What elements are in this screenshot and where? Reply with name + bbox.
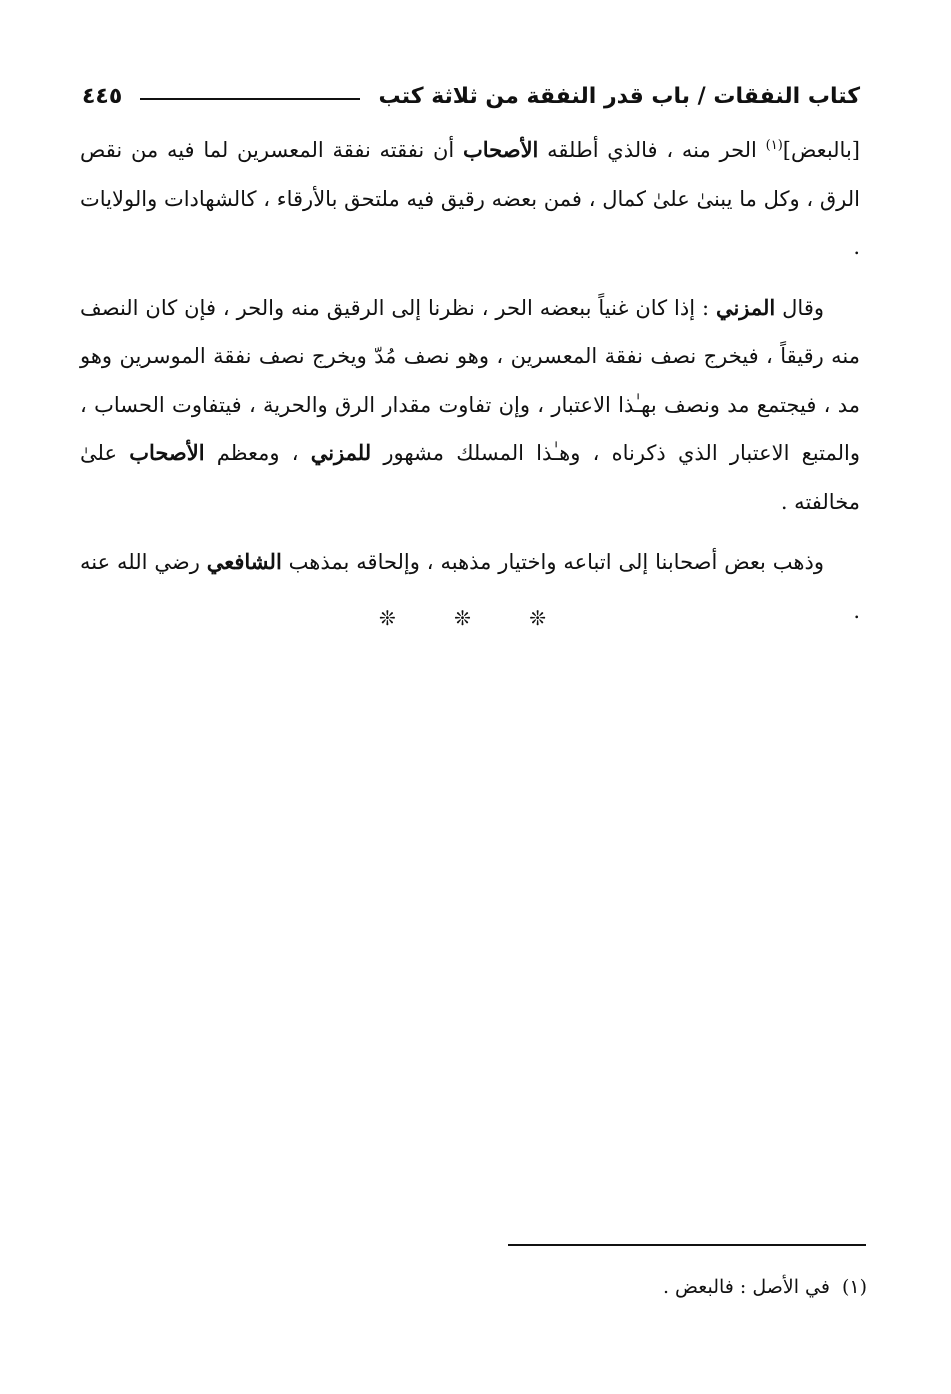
bold-term: للمزني	[310, 440, 372, 465]
footnote-reference: (١)	[765, 138, 783, 153]
bold-term: الأصحاب	[129, 440, 205, 465]
text-span: وذهب بعض أصحابنا إلى اتباعه واختيار مذهبه ، وإلحاقه بمذهب	[281, 550, 824, 574]
text-span: رضي الله عنه .	[80, 550, 860, 623]
footnote-rule	[508, 1244, 866, 1246]
text-span: وقال	[775, 295, 824, 320]
footnote-text: في الأصل : فالبعض .	[662, 1276, 830, 1298]
bold-term: المزني	[715, 294, 776, 320]
page-number: ٤٤٥	[82, 83, 123, 109]
main-text	[80, 126, 860, 647]
text-span: ، ومعظم	[204, 441, 311, 465]
bold-term: الأصحاب	[463, 137, 539, 162]
footnote	[663, 1276, 867, 1298]
footnote-number: (١)	[841, 1276, 867, 1298]
paragraph-1	[80, 126, 860, 272]
header-rule	[140, 98, 360, 100]
text-span: أن نفقته نفقة المعسرين لما فيه من نقص الرق ، وكل ما يبنىٰ علىٰ كمال ، فمن بعضه رقيق فيه ملتحق بالأرقاء ، كالشهادات والولايات .	[80, 138, 860, 259]
header-title: كتاب النفقات / باب قدر النفقة من ثلاثة كتب	[378, 83, 860, 109]
text-span: [بالبعض]	[782, 138, 860, 162]
text-span: : إذا كان غنياً ببعضه الحر ، نظرنا إلى الرقيق منه والحر ، فإن كان النصف منه رقيقاً ، فيخرج نصف نفقة المعسرين ، وهو نصف مُدّ ويخرج نصف نفقة الموسرين وهو مد ، فيجتمع مد ونصف بهـٰذا الاعتبار ، وإن تفاوت مقدار الرق والحرية ، فيتفاوت الحساب ، والمتبع الاعتبار الذي ذكرناه ، وهـٰذا المسلك مشهور	[80, 295, 860, 465]
text-span: علىٰ مخالفته .	[80, 441, 860, 514]
paragraph-2	[80, 284, 860, 527]
running-header	[82, 74, 860, 118]
bold-term: الشافعي	[206, 549, 282, 574]
text-span: الحر منه ، فالذي أطلقه	[538, 138, 766, 162]
section-separator: ❊ ❊ ❊	[379, 606, 572, 630]
